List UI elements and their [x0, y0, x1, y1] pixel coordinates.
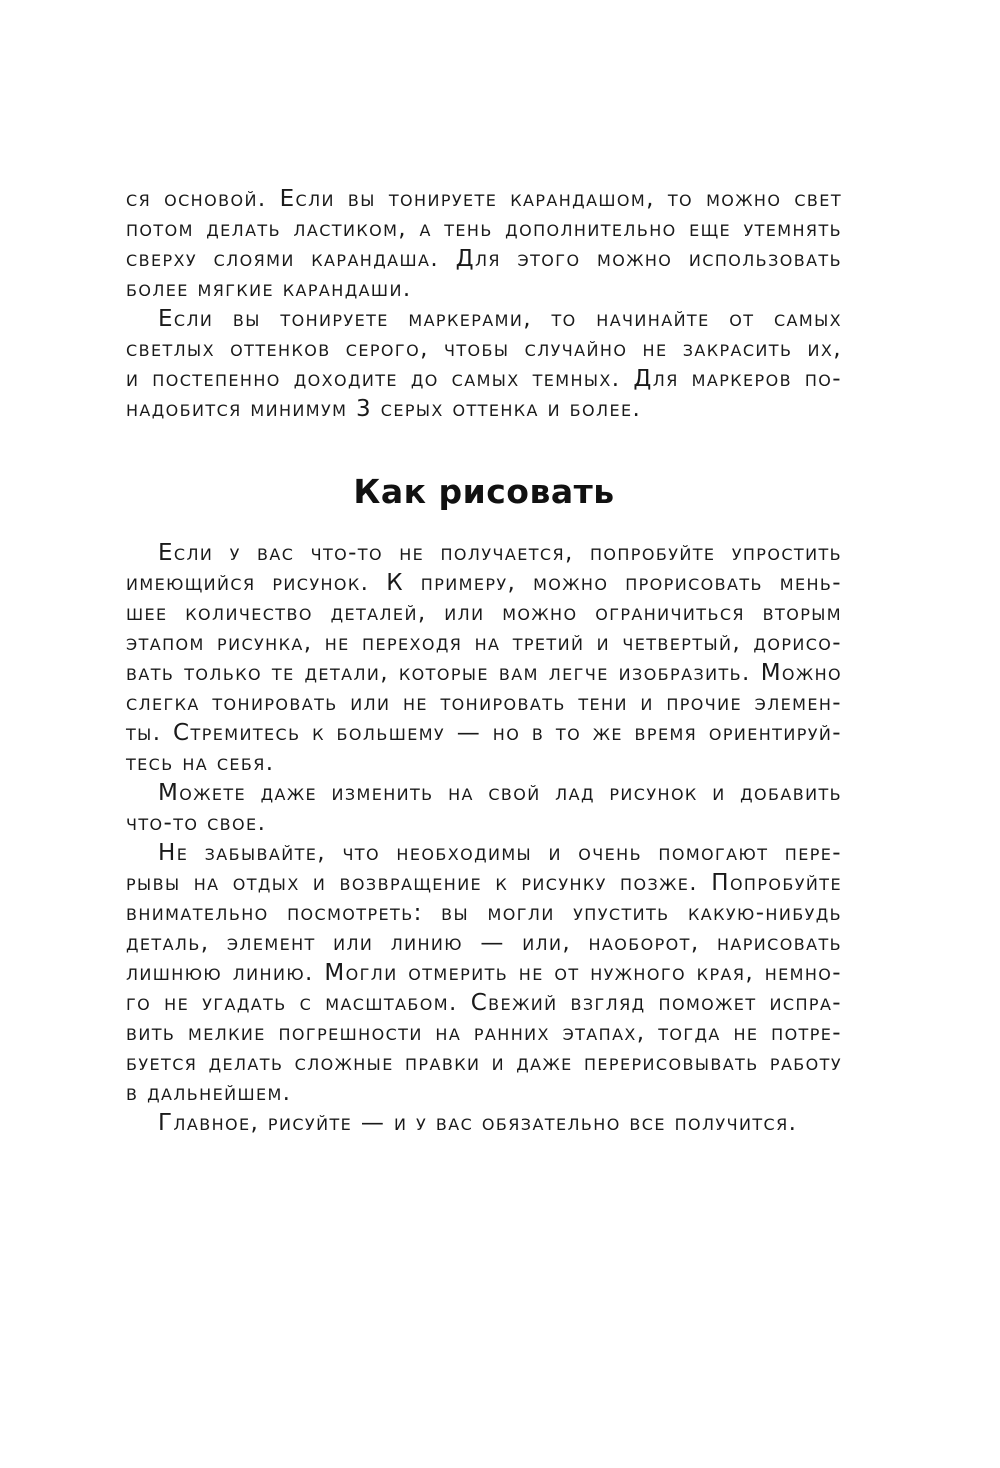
text-line: тесь на себя. [126, 750, 275, 776]
text-line: этапом рисунка, не переходя на третий и четвертый, дорисо- [126, 630, 842, 656]
text-line: потом делать ластиком, а тень дополнительно еще утемнять [126, 216, 842, 242]
paragraph-block-toning [126, 184, 842, 424]
text-line: лишнюю линию. Могли отмерить не от нужного края, немно- [126, 960, 842, 986]
text-line: вить мелкие погрешности на ранних этапах, тогда не потре- [126, 1020, 842, 1046]
text-line: деталь, элемент или линию — или, наоборот, нарисовать [126, 930, 842, 956]
text-line: внимательно посмотреть: вы могли упустить какую-нибудь [126, 900, 842, 926]
text-line: шее количество деталей, или можно ограничиться вторым [126, 600, 842, 626]
text-line: слегка тонировать или не тонировать тени и прочие элемен- [126, 690, 842, 716]
text-line: Если вы тонируете маркерами, то начинайте от самых [158, 306, 842, 332]
section-heading: Как рисовать [353, 472, 615, 511]
text-line: буется делать сложные правки и даже перерисовывать работу [126, 1050, 842, 1076]
text-line: и постепенно доходите до самых темных. Для маркеров по- [126, 366, 842, 392]
text-line: что-то свое. [126, 810, 267, 836]
text-line: ты. Стремитесь к большему — но в то же время ориентируй- [126, 720, 842, 746]
text-line: го не угадать с масштабом. Свежий взгляд поможет испра- [126, 990, 842, 1016]
text-line: светлых оттенков серого, чтобы случайно не закрасить их, [126, 336, 842, 362]
text-line: имеющийся рисунок. К примеру, можно прорисовать мень- [126, 570, 842, 596]
text-line: Можете даже изменить на свой лад рисунок и добавить [158, 780, 842, 806]
text-line: вать только те детали, которые вам легче изобразить. Можно [126, 660, 842, 686]
paragraph-block-how-to-draw [126, 538, 842, 1138]
text-line: надобится минимум 3 серых оттенка и более. [126, 396, 642, 422]
text-line: Если у вас что-то не получается, попробуйте упростить [158, 540, 842, 566]
text-line: более мягкие карандаши. [126, 276, 412, 302]
text-line: сверху слоями карандаша. Для этого можно использовать [126, 246, 842, 272]
text-line: ся основой. Если вы тонируете карандашом, то можно свет [126, 186, 842, 212]
text-line: Не забывайте, что необходимы и очень помогают пере- [158, 840, 842, 866]
text-line: рывы на отдых и возвращение к рисунку позже. Попробуйте [126, 870, 842, 896]
text-line: в дальнейшем. [126, 1080, 292, 1106]
text-line: Главное, рисуйте — и у вас обязательно все получится. [158, 1110, 798, 1136]
